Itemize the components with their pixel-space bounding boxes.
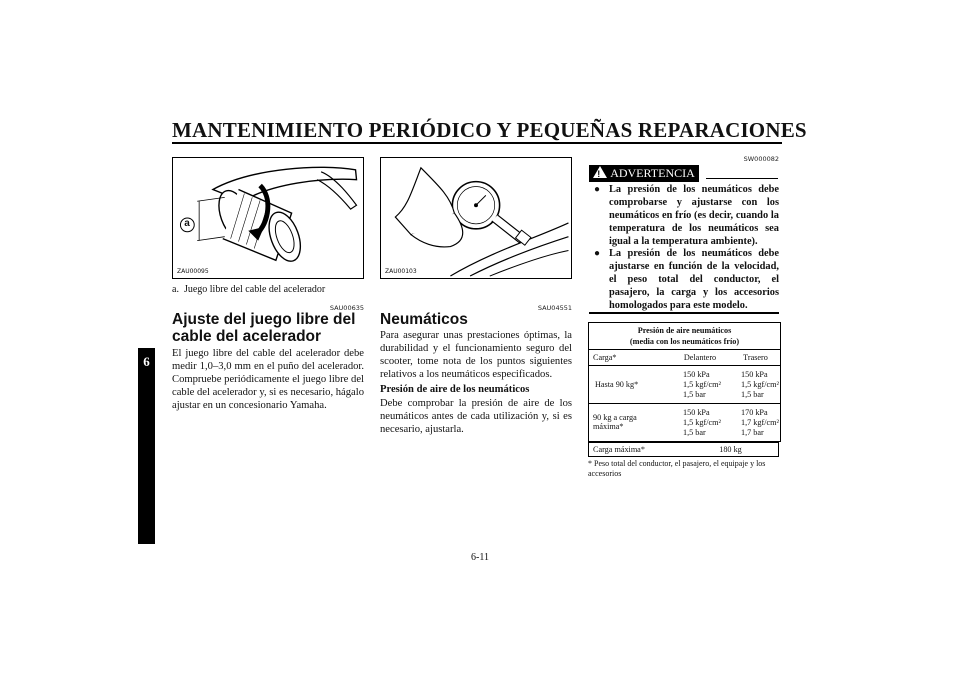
section-heading: Ajuste del juego libre del cable del acelerador: [172, 311, 356, 345]
value-kpa: 150 kPa: [683, 407, 710, 417]
figure-caption: a. Juego libre del cable del acelerador: [172, 284, 326, 295]
body-paragraph-2: Debe comprobar la presión de aire de los neumáticos antes de cada utilización y, si es necesario, ajustarla.: [380, 398, 572, 435]
page-title: MANTENIMIENTO PERIÓDICO Y PEQUEÑAS REPARACIONES: [172, 118, 807, 142]
warning-bottom-rule: [589, 312, 779, 314]
body-paragraph: El juego libre del cable del acelerador debe medir 1,0–3,0 mm en el puño del acelerador. Compruebe periódicamente el juego libre del cable del acelerador y, si es necesario, hágalo ajustar en un concesionario Yamaha.: [172, 348, 364, 411]
header-rear: Trasero: [743, 353, 768, 362]
table-grid: [589, 350, 780, 441]
value-bar: 1,5 bar: [683, 427, 706, 437]
rear-values: [731, 403, 780, 441]
section-heading: Neumáticos: [380, 311, 468, 328]
table-title: [589, 323, 780, 350]
pressure-gauge-figure: [380, 157, 572, 279]
warning-rule: [706, 178, 778, 179]
warning-label: [589, 165, 699, 182]
throttle-grip-illustration: [173, 158, 363, 278]
table-row: [589, 365, 780, 403]
warning-bullet-2: [594, 247, 779, 312]
warning-bullet-1: [594, 183, 779, 248]
rear-values: [731, 365, 780, 403]
header-load: Carga*: [593, 353, 617, 362]
warning-label-text: ADVERTENCIA: [610, 166, 695, 180]
throttle-figure: [172, 157, 364, 279]
max-load-table: [588, 442, 779, 457]
table-title-line2: (media con los neumáticos frío): [629, 337, 740, 346]
value-bar: 1,5 bar: [683, 389, 706, 399]
title-rule: [172, 142, 782, 144]
max-load-label: Carga máxima*: [593, 445, 645, 454]
chapter-tab: 6: [138, 348, 155, 544]
front-values: [669, 403, 731, 441]
bullet-dot-icon: ●: [594, 184, 601, 195]
section-ref: SAU04551: [537, 304, 572, 312]
value-kgf: 1,5 kgf/cm²: [741, 379, 779, 389]
warning-ref: SW000082: [743, 155, 779, 163]
tire-pressure-table: [588, 322, 781, 442]
body-paragraph: Para asegurar unas prestaciones óptimas, la durabilidad y el funcionamiento seguro del scooter, tome nota de los puntos siguientes relativos a los neumáticos especificados.: [380, 330, 572, 380]
tire-gauge-illustration: [381, 158, 571, 278]
table-footnote: * Peso total del conductor, el pasajero, el equipaje y los accesorios: [588, 459, 766, 478]
table-header-row: [589, 350, 780, 365]
figure-code: ZAU00103: [385, 268, 417, 275]
section-ref: SAU00635: [329, 304, 364, 312]
row-label: Hasta 90 kg*: [595, 379, 639, 389]
warning-exclamation: !: [597, 169, 601, 179]
figure-callout-a: a: [184, 218, 190, 229]
value-bar: 1,7 bar: [741, 427, 764, 437]
page-number: 6-11: [471, 552, 489, 563]
value-kgf: 1,7 kgf/cm²: [741, 417, 779, 427]
value-kgf: 1,5 kgf/cm²: [683, 417, 721, 427]
bullet-text: La presión de los neumáticos debe comprobarse y ajustarse con los neumáticos en frío (es decir, cuando la temperatura de los neumáticos sea igual a la temperatura ambiente).: [609, 184, 779, 247]
max-load-value: 180 kg: [719, 445, 742, 454]
header-front: Delantero: [683, 353, 717, 362]
value-kgf: 1,5 kgf/cm²: [683, 379, 721, 389]
value-kpa: 150 kPa: [683, 369, 710, 379]
table-title-line1: Presión de aire neumáticos: [637, 326, 732, 335]
value-kpa: 170 kPa: [741, 407, 768, 417]
value-bar: 1,5 bar: [741, 389, 764, 399]
row-label: 90 kg a carga máxima*: [593, 413, 637, 431]
subsection-heading: Presión de aire de los neumáticos: [380, 384, 530, 395]
figure-code: ZAU00095: [177, 268, 209, 275]
max-load-row: [589, 443, 779, 457]
warning-triangle-icon: [593, 166, 607, 178]
bullet-dot-icon: ●: [594, 248, 601, 259]
front-values: [669, 365, 731, 403]
table-row: [589, 403, 780, 441]
bullet-text: La presión de los neumáticos debe ajustarse en función de la velocidad, el peso total del conductor, el pasajero, la carga y los accesorios homologados para este modelo.: [609, 248, 779, 311]
value-kpa: 150 kPa: [741, 369, 768, 379]
